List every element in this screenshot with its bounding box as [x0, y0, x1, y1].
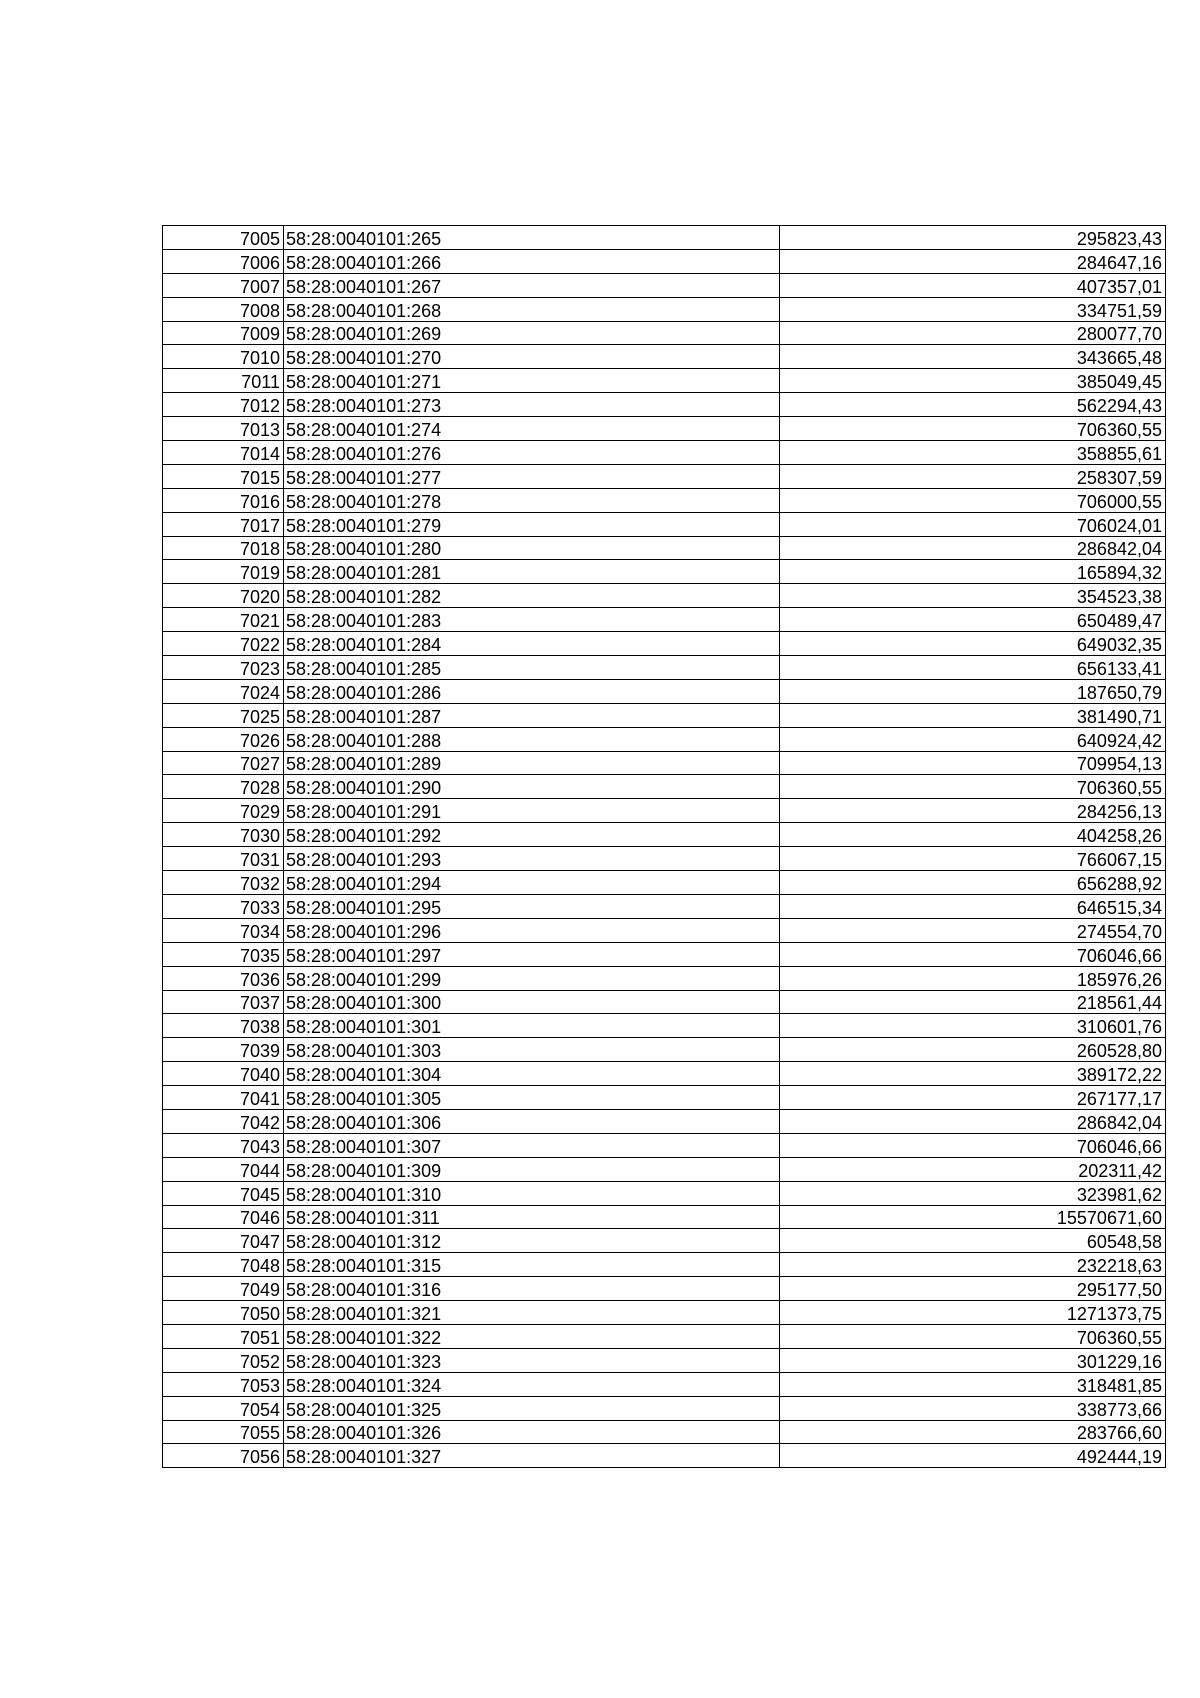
cadastral-number-cell: 58:28:0040101:326: [284, 1420, 780, 1444]
cadastral-value-cell: 280077,70: [780, 321, 1166, 345]
cadastral-value-cell: 286842,04: [780, 536, 1166, 560]
table-row: [163, 464, 1166, 488]
table-row: [163, 584, 1166, 608]
cadastral-number-cell: 58:28:0040101:283: [284, 608, 780, 632]
row-number-cell: 7030: [163, 823, 284, 847]
cadastral-value-cell: 354523,38: [780, 584, 1166, 608]
cadastral-number-cell: 58:28:0040101:270: [284, 345, 780, 369]
row-number-cell: 7049: [163, 1277, 284, 1301]
cadastral-number-cell: 58:28:0040101:277: [284, 464, 780, 488]
table-row: [163, 990, 1166, 1014]
cadastral-value-cell: 334751,59: [780, 297, 1166, 321]
row-number-cell: 7053: [163, 1372, 284, 1396]
cadastral-number-cell: 58:28:0040101:273: [284, 393, 780, 417]
cadastral-number-cell: 58:28:0040101:286: [284, 679, 780, 703]
cadastral-number-cell: 58:28:0040101:269: [284, 321, 780, 345]
row-number-cell: 7038: [163, 1014, 284, 1038]
cadastral-value-cell: 706360,55: [780, 1324, 1166, 1348]
cadastral-number-cell: 58:28:0040101:305: [284, 1086, 780, 1110]
row-number-cell: 7056: [163, 1444, 284, 1468]
row-number-cell: 7046: [163, 1205, 284, 1229]
cadastral-number-cell: 58:28:0040101:271: [284, 369, 780, 393]
row-number-cell: 7027: [163, 751, 284, 775]
cadastral-value-cell: 301229,16: [780, 1348, 1166, 1372]
cadastral-value-cell: 187650,79: [780, 679, 1166, 703]
row-number-cell: 7026: [163, 727, 284, 751]
row-number-cell: 7029: [163, 799, 284, 823]
table-row: [163, 1396, 1166, 1420]
row-number-cell: 7010: [163, 345, 284, 369]
cadastral-value-cell: 343665,48: [780, 345, 1166, 369]
cadastral-number-cell: 58:28:0040101:279: [284, 512, 780, 536]
table-row: [163, 1444, 1166, 1468]
cadastral-value-cell: 202311,42: [780, 1157, 1166, 1181]
cadastral-value-cell: 286842,04: [780, 1109, 1166, 1133]
table-row: [163, 966, 1166, 990]
row-number-cell: 7039: [163, 1038, 284, 1062]
row-number-cell: 7050: [163, 1301, 284, 1325]
cadastral-value-cell: 492444,19: [780, 1444, 1166, 1468]
table-row: [163, 369, 1166, 393]
row-number-cell: 7052: [163, 1348, 284, 1372]
cadastral-number-cell: 58:28:0040101:321: [284, 1301, 780, 1325]
cadastral-value-cell: 323981,62: [780, 1181, 1166, 1205]
row-number-cell: 7032: [163, 871, 284, 895]
cadastral-number-cell: 58:28:0040101:307: [284, 1133, 780, 1157]
table-row: [163, 1253, 1166, 1277]
row-number-cell: 7033: [163, 894, 284, 918]
cadastral-number-cell: 58:28:0040101:327: [284, 1444, 780, 1468]
cadastral-number-cell: 58:28:0040101:294: [284, 871, 780, 895]
table-row: [163, 894, 1166, 918]
table-row: [163, 1277, 1166, 1301]
cadastral-number-cell: 58:28:0040101:315: [284, 1253, 780, 1277]
cadastral-value-cell: 706360,55: [780, 417, 1166, 441]
table-row: [163, 417, 1166, 441]
row-number-cell: 7034: [163, 918, 284, 942]
row-number-cell: 7008: [163, 297, 284, 321]
cadastral-number-cell: 58:28:0040101:292: [284, 823, 780, 847]
cadastral-value-cell: 258307,59: [780, 464, 1166, 488]
row-number-cell: 7005: [163, 226, 284, 250]
cadastral-number-cell: 58:28:0040101:285: [284, 656, 780, 680]
cadastral-value-cell: 656133,41: [780, 656, 1166, 680]
table-row: [163, 393, 1166, 417]
row-number-cell: 7020: [163, 584, 284, 608]
row-number-cell: 7012: [163, 393, 284, 417]
cadastral-value-cell: 646515,34: [780, 894, 1166, 918]
row-number-cell: 7047: [163, 1229, 284, 1253]
table-row: [163, 512, 1166, 536]
cadastral-number-cell: 58:28:0040101:325: [284, 1396, 780, 1420]
table-row: [163, 1133, 1166, 1157]
cadastral-number-cell: 58:28:0040101:311: [284, 1205, 780, 1229]
cadastral-value-cell: 709954,13: [780, 751, 1166, 775]
table-row: [163, 703, 1166, 727]
cadastral-value-cell: 310601,76: [780, 1014, 1166, 1038]
row-number-cell: 7035: [163, 942, 284, 966]
cadastral-value-cell: 706046,66: [780, 942, 1166, 966]
cadastral-number-cell: 58:28:0040101:312: [284, 1229, 780, 1253]
cadastral-value-cell: 295177,50: [780, 1277, 1166, 1301]
table-row: [163, 1038, 1166, 1062]
cadastral-number-cell: 58:28:0040101:276: [284, 441, 780, 465]
cadastral-value-cell: 649032,35: [780, 632, 1166, 656]
cadastral-value-cell: 318481,85: [780, 1372, 1166, 1396]
table-row: [163, 560, 1166, 584]
table-row: [163, 345, 1166, 369]
cadastral-number-cell: 58:28:0040101:265: [284, 226, 780, 250]
row-number-cell: 7021: [163, 608, 284, 632]
row-number-cell: 7042: [163, 1109, 284, 1133]
table-row: [163, 1420, 1166, 1444]
cadastral-number-cell: 58:28:0040101:274: [284, 417, 780, 441]
table-row: [163, 249, 1166, 273]
cadastral-number-cell: 58:28:0040101:299: [284, 966, 780, 990]
cadastral-value-cell: 274554,70: [780, 918, 1166, 942]
cadastral-number-cell: 58:28:0040101:288: [284, 727, 780, 751]
cadastral-value-cell: 260528,80: [780, 1038, 1166, 1062]
cadastral-value-cell: 656288,92: [780, 871, 1166, 895]
table-row: [163, 727, 1166, 751]
table-row: [163, 871, 1166, 895]
table-row: [163, 321, 1166, 345]
cadastral-number-cell: 58:28:0040101:309: [284, 1157, 780, 1181]
cadastral-number-cell: 58:28:0040101:290: [284, 775, 780, 799]
row-number-cell: 7037: [163, 990, 284, 1014]
cadastral-value-cell: 15570671,60: [780, 1205, 1166, 1229]
row-number-cell: 7031: [163, 847, 284, 871]
cadastral-number-cell: 58:28:0040101:310: [284, 1181, 780, 1205]
cadastral-value-cell: 283766,60: [780, 1420, 1166, 1444]
row-number-cell: 7013: [163, 417, 284, 441]
cadastral-number-cell: 58:28:0040101:303: [284, 1038, 780, 1062]
cadastral-value-cell: 284647,16: [780, 249, 1166, 273]
row-number-cell: 7044: [163, 1157, 284, 1181]
cadastral-value-cell: 267177,17: [780, 1086, 1166, 1110]
cadastral-number-cell: 58:28:0040101:268: [284, 297, 780, 321]
table-row: [163, 441, 1166, 465]
cadastral-value-cell: 381490,71: [780, 703, 1166, 727]
row-number-cell: 7025: [163, 703, 284, 727]
row-number-cell: 7015: [163, 464, 284, 488]
table-row: [163, 823, 1166, 847]
cadastral-value-cell: 407357,01: [780, 273, 1166, 297]
cadastral-number-cell: 58:28:0040101:323: [284, 1348, 780, 1372]
cadastral-value-cell: 706000,55: [780, 488, 1166, 512]
cadastral-number-cell: 58:28:0040101:281: [284, 560, 780, 584]
table-row: [163, 751, 1166, 775]
row-number-cell: 7040: [163, 1062, 284, 1086]
cadastral-number-cell: 58:28:0040101:280: [284, 536, 780, 560]
row-number-cell: 7014: [163, 441, 284, 465]
table-row: [163, 1109, 1166, 1133]
cadastral-number-cell: 58:28:0040101:322: [284, 1324, 780, 1348]
cadastral-value-cell: 232218,63: [780, 1253, 1166, 1277]
table-row: [163, 918, 1166, 942]
cadastral-number-cell: 58:28:0040101:316: [284, 1277, 780, 1301]
cadastral-number-cell: 58:28:0040101:324: [284, 1372, 780, 1396]
cadastral-value-cell: 640924,42: [780, 727, 1166, 751]
row-number-cell: 7006: [163, 249, 284, 273]
table-row: [163, 536, 1166, 560]
table-row: [163, 1181, 1166, 1205]
table-row: [163, 799, 1166, 823]
row-number-cell: 7055: [163, 1420, 284, 1444]
row-number-cell: 7022: [163, 632, 284, 656]
table-row: [163, 297, 1166, 321]
table-row: [163, 608, 1166, 632]
row-number-cell: 7054: [163, 1396, 284, 1420]
cadastral-number-cell: 58:28:0040101:278: [284, 488, 780, 512]
table-row: [163, 1086, 1166, 1110]
cadastral-value-table: [162, 225, 1166, 1468]
table-row: [163, 1372, 1166, 1396]
table-row: [163, 1014, 1166, 1038]
cadastral-value-cell: 404258,26: [780, 823, 1166, 847]
cadastral-value-cell: 389172,22: [780, 1062, 1166, 1086]
cadastral-number-cell: 58:28:0040101:296: [284, 918, 780, 942]
table-row: [163, 1229, 1166, 1253]
row-number-cell: 7036: [163, 966, 284, 990]
cadastral-number-cell: 58:28:0040101:267: [284, 273, 780, 297]
table-row: [163, 847, 1166, 871]
cadastral-value-cell: 60548,58: [780, 1229, 1166, 1253]
table-row: [163, 942, 1166, 966]
cadastral-value-cell: 706024,01: [780, 512, 1166, 536]
cadastral-number-cell: 58:28:0040101:266: [284, 249, 780, 273]
row-number-cell: 7007: [163, 273, 284, 297]
cadastral-value-cell: 358855,61: [780, 441, 1166, 465]
row-number-cell: 7043: [163, 1133, 284, 1157]
row-number-cell: 7048: [163, 1253, 284, 1277]
cadastral-number-cell: 58:28:0040101:300: [284, 990, 780, 1014]
cadastral-value-cell: 650489,47: [780, 608, 1166, 632]
table-row: [163, 775, 1166, 799]
table-row: [163, 1062, 1166, 1086]
cadastral-value-cell: 766067,15: [780, 847, 1166, 871]
table-row: [163, 1348, 1166, 1372]
cadastral-number-cell: 58:28:0040101:301: [284, 1014, 780, 1038]
row-number-cell: 7041: [163, 1086, 284, 1110]
cadastral-number-cell: 58:28:0040101:306: [284, 1109, 780, 1133]
cadastral-number-cell: 58:28:0040101:291: [284, 799, 780, 823]
cadastral-number-cell: 58:28:0040101:284: [284, 632, 780, 656]
cadastral-number-cell: 58:28:0040101:287: [284, 703, 780, 727]
cadastral-value-cell: 218561,44: [780, 990, 1166, 1014]
table-row: [163, 488, 1166, 512]
cadastral-number-cell: 58:28:0040101:289: [284, 751, 780, 775]
cadastral-value-cell: 706360,55: [780, 775, 1166, 799]
table-row: [163, 273, 1166, 297]
cadastral-value-cell: 385049,45: [780, 369, 1166, 393]
table-row: [163, 226, 1166, 250]
cadastral-value-cell: 165894,32: [780, 560, 1166, 584]
table-row: [163, 1301, 1166, 1325]
table-body: [163, 226, 1166, 1468]
table-row: [163, 656, 1166, 680]
cadastral-value-cell: 284256,13: [780, 799, 1166, 823]
table-row: [163, 632, 1166, 656]
cadastral-number-cell: 58:28:0040101:282: [284, 584, 780, 608]
table-row: [163, 1205, 1166, 1229]
table-row: [163, 1324, 1166, 1348]
row-number-cell: 7016: [163, 488, 284, 512]
row-number-cell: 7051: [163, 1324, 284, 1348]
cadastral-number-cell: 58:28:0040101:295: [284, 894, 780, 918]
cadastral-value-cell: 338773,66: [780, 1396, 1166, 1420]
cadastral-value-cell: 706046,66: [780, 1133, 1166, 1157]
row-number-cell: 7017: [163, 512, 284, 536]
cadastral-number-cell: 58:28:0040101:293: [284, 847, 780, 871]
cadastral-number-cell: 58:28:0040101:297: [284, 942, 780, 966]
row-number-cell: 7045: [163, 1181, 284, 1205]
row-number-cell: 7028: [163, 775, 284, 799]
cadastral-value-cell: 295823,43: [780, 226, 1166, 250]
cadastral-value-cell: 1271373,75: [780, 1301, 1166, 1325]
row-number-cell: 7018: [163, 536, 284, 560]
row-number-cell: 7009: [163, 321, 284, 345]
row-number-cell: 7019: [163, 560, 284, 584]
cadastral-value-cell: 562294,43: [780, 393, 1166, 417]
table-row: [163, 679, 1166, 703]
cadastral-value-cell: 185976,26: [780, 966, 1166, 990]
table-row: [163, 1157, 1166, 1181]
row-number-cell: 7023: [163, 656, 284, 680]
row-number-cell: 7011: [163, 369, 284, 393]
row-number-cell: 7024: [163, 679, 284, 703]
cadastral-number-cell: 58:28:0040101:304: [284, 1062, 780, 1086]
